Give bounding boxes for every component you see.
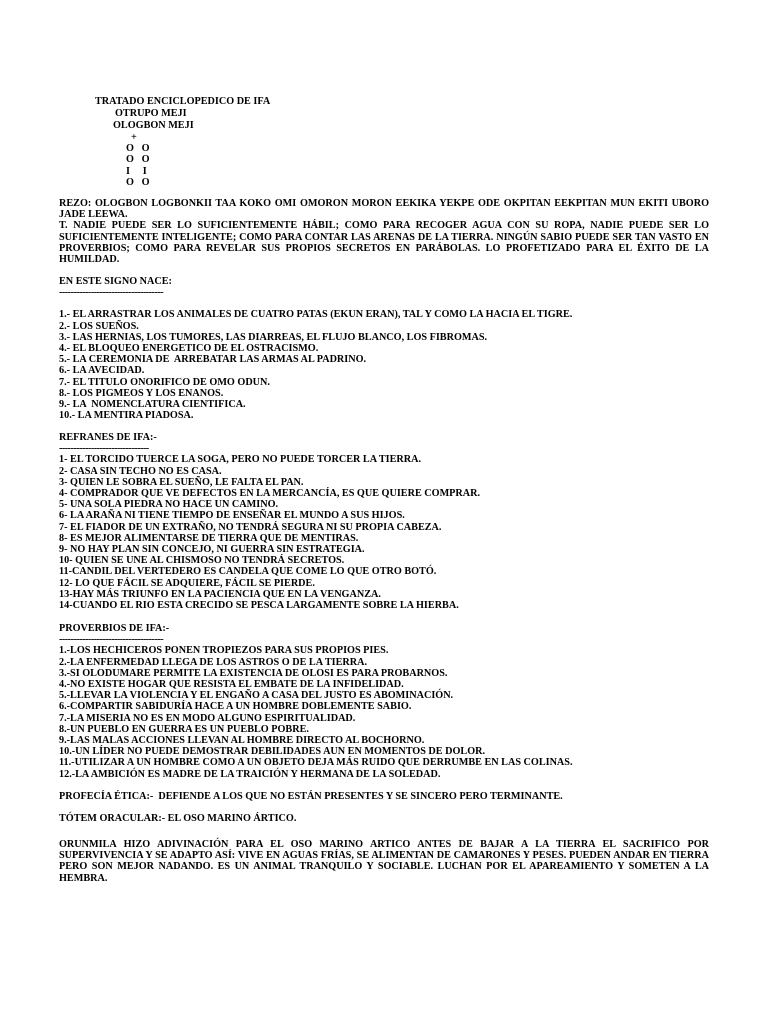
orunmila-section — [59, 839, 709, 884]
refranes-section — [59, 432, 709, 611]
nace-rule: ------------------------------------ — [59, 287, 164, 299]
list-item: 1.-LOS HECHICEROS PONEN TROPIEZOS PARA SUS PROPIOS PIES. — [59, 645, 389, 657]
document-title: TRATADO ENCICLOPEDICO DE IFA — [95, 96, 271, 107]
nace-heading: EN ESTE SIGNO NACE: — [59, 276, 172, 287]
list-item: 12- LO QUE FÁCIL SE ADQUIERE, FÁCIL SE PIERDE. — [59, 577, 315, 589]
odu-mark-row: O O — [126, 143, 150, 155]
list-item: 8- ES MEJOR ALIMENTARSE DE TIERRA QUE DE MENTIRAS. — [59, 532, 359, 544]
list-item: 8.- LOS PIGMEOS Y LOS ENANOS. — [59, 387, 224, 399]
proverbios-rule: ------------------------------------ — [59, 634, 164, 646]
list-item: 10.- LA MENTIRA PIADOSA. — [59, 410, 194, 422]
profecia-section — [59, 791, 709, 802]
list-item: 7.- EL TITULO ONORIFICO DE OMO ODUN. — [59, 376, 270, 388]
list-item: 5- UNA SOLA PIEDRA NO HACE UN CAMINO. — [59, 499, 279, 511]
list-item: 4.- EL BLOQUEO ENERGETICO DE EL OSTRACISMO. — [59, 343, 319, 355]
list-item: 11.-UTILIZAR A UN HOMBRE COMO A UN OBJETO DEJA MÁS RUIDO QUE DERRUMBE EN LAS COLINAS. — [59, 757, 573, 769]
list-item: 4- COMPRADOR QUE VE DEFECTOS EN LA MERCANCÍA, ES QUE QUIERE COMPRAR. — [59, 488, 481, 500]
nace-list — [59, 309, 709, 421]
list-item: 9.- LA NOMENCLATURA CIENTIFICA. — [59, 399, 246, 411]
list-item: 3.-SI OLODUMARE PERMITE LA EXISTENCIA DE OLOSI ES PARA PROBARNOS. — [59, 667, 448, 679]
list-item: 11-CANDIL DEL VERTEDERO ES CANDELA QUE COME LO QUE OTRO BOTÓ. — [59, 566, 437, 578]
refranes-rule: ------------------------------- — [59, 443, 149, 455]
list-item: 8.-UN PUEBLO EN GUERRA ES UN PUEBLO POBRE. — [59, 723, 309, 735]
nace-section — [59, 276, 709, 421]
list-item: 5.- LA CEREMONIA DE ARREBATAR LAS ARMAS AL PADRINO. — [59, 354, 367, 366]
refranes-heading: REFRANES DE IFA:- — [59, 432, 157, 443]
list-item: 9.-LAS MALAS ACCIONES LLEVAN AL HOMBRE DIRECTO AL BOCHORNO. — [59, 735, 425, 747]
odu-mark-row: O O — [126, 176, 150, 188]
odu-mark-row: O O — [126, 154, 150, 166]
rezo-translation: T. NADIE PUEDE SER LO SUFICIENTEMENTE HÁBIL; COMO PARA RECOGER AGUA CON SU ROPA, NADIE PUEDE SER LO SUFICIENTEMENTE INTELIGENTE; COMO PARA CONTAR LAS ARENAS DE LA TIERRA. NINGÚN SABIO PUEDE SER TAN VASTO EN PROVERBIOS; COMO PARA REVELAR SUS PROPIOS SECRETOS EN PARÁBOLAS. LO PROFETIZADO PARA EL ÉXITO DE LA HUMILDAD. — [59, 220, 709, 266]
list-item: 1- EL TORCIDO TUERCE LA SOGA, PERO NO PUEDE TORCER LA TIERRA. — [59, 454, 422, 466]
odu-mark-row: I I — [126, 165, 147, 177]
proverbios-section — [59, 623, 709, 780]
sign-name-otrupo: OTRUPO MEJI — [115, 108, 187, 119]
list-item: 7.-LA MISERIA NO ES EN MODO ALGUNO ESPIRITUALIDAD. — [59, 712, 356, 724]
list-item: 4.-NO EXISTE HOGAR QUE RESISTA EL EMBATE DE LA INFIDELIDAD. — [59, 679, 404, 691]
totem-text: TÓTEM ORACULAR:- EL OSO MARINO ÁRTICO. — [59, 813, 297, 824]
rezo-text: REZO: OLOGBON LOGBONKII TAA KOKO OMI OMORON MORON EEKIKA YEKPE ODE OKPITAN EEKPITAN MUN EKITI UBORO JADE LEEWA. — [59, 198, 709, 221]
odu-mark-plus: + — [131, 132, 137, 143]
sign-name-ologbon: OLOGBON MEJI — [113, 120, 194, 131]
list-item: 14-CUANDO EL RIO ESTA CRECIDO SE PESCA LARGAMENTE SOBRE LA HIERBA. — [59, 600, 459, 612]
list-item: 13-HAY MÁS TRIUNFO EN LA PACIENCIA QUE EN LA VENGANZA. — [59, 588, 381, 600]
list-item: 7- EL FIADOR DE UN EXTRAÑO, NO TENDRÁ SEGURA NI SU PROPIA CABEZA. — [59, 521, 442, 533]
list-item: 2- CASA SIN TECHO NO ES CASA. — [59, 465, 222, 477]
profecia-text: PROFECÍA ÉTICA:- DEFIENDE A LOS QUE NO ESTÁN PRESENTES Y SE SINCERO PERO TERMINANTE. — [59, 791, 563, 802]
odu-marks — [126, 132, 186, 188]
list-item: 2.- LOS SUEÑOS. — [59, 320, 139, 332]
list-item: 9- NO HAY PLAN SIN CONCEJO, NI GUERRA SIN ESTRATEGIA. — [59, 544, 365, 556]
list-item: 3.- LAS HERNIAS, LOS TUMORES, LAS DIARREAS, EL FLUJO BLANCO, LOS FIBROMAS. — [59, 331, 488, 343]
list-item: 3- QUIEN LE SOBRA EL SUEÑO, LE FALTA EL PAN. — [59, 476, 304, 488]
list-item: 6- LA ARAÑA NI TIENE TIEMPO DE ENSEÑAR EL MUNDO A SUS HIJOS. — [59, 510, 405, 522]
proverbios-heading: PROVERBIOS DE IFA:- — [59, 623, 170, 634]
proverbios-list — [59, 645, 709, 779]
list-item: 10.-UN LÍDER NO PUEDE DEMOSTRAR DEBILIDADES AUN EN MOMENTOS DE DOLOR. — [59, 746, 486, 758]
list-item: 6.- LA AVECIDAD. — [59, 365, 145, 377]
list-item: 10- QUIEN SE UNE AL CHISMOSO NO TENDRÁ SECRETOS. — [59, 555, 345, 567]
refranes-list — [59, 454, 709, 611]
rezo-section — [59, 198, 709, 265]
totem-section — [59, 813, 709, 824]
list-item: 5.-LLEVAR LA VIOLENCIA Y EL ENGAÑO A CASA DEL JUSTO ES ABOMINACIÓN. — [59, 690, 454, 702]
list-item: 12.-LA AMBICIÓN ES MADRE DE LA TRAICIÓN Y HERMANA DE LA SOLEDAD. — [59, 768, 441, 780]
orunmila-text: ORUNMILA HIZO ADIVINACIÓN PARA EL OSO MARINO ARTICO ANTES DE BAJAR A LA TIERRA EL SACRIFICO POR SUPERVIVENCIA Y SE ADAPTO ASÍ: VIVE EN AGUAS FRÍAS, SE ALIMENTAN DE CAMARONES Y PESES. PUEDEN ANDAR EN TIERRA PERO SON MEJOR NADANDO. ES UN ANIMAL TRANQUILO Y SOCIABLE. LUCHAN POR EL APAREAMIENTO Y SOMETEN A LA HEMBRA. — [59, 839, 709, 884]
list-item: 1.- EL ARRASTRAR LOS ANIMALES DE CUATRO PATAS (EKUN ERAN), TAL Y COMO LA HACIA EL TIGRE. — [59, 309, 573, 321]
list-item: 6.-COMPARTIR SABIDURÍA HACE A UN HOMBRE DOBLEMENTE SABIO. — [59, 701, 412, 713]
list-item: 2.-LA ENFERMEDAD LLEGA DE LOS ASTROS O DE LA TIERRA. — [59, 656, 368, 668]
